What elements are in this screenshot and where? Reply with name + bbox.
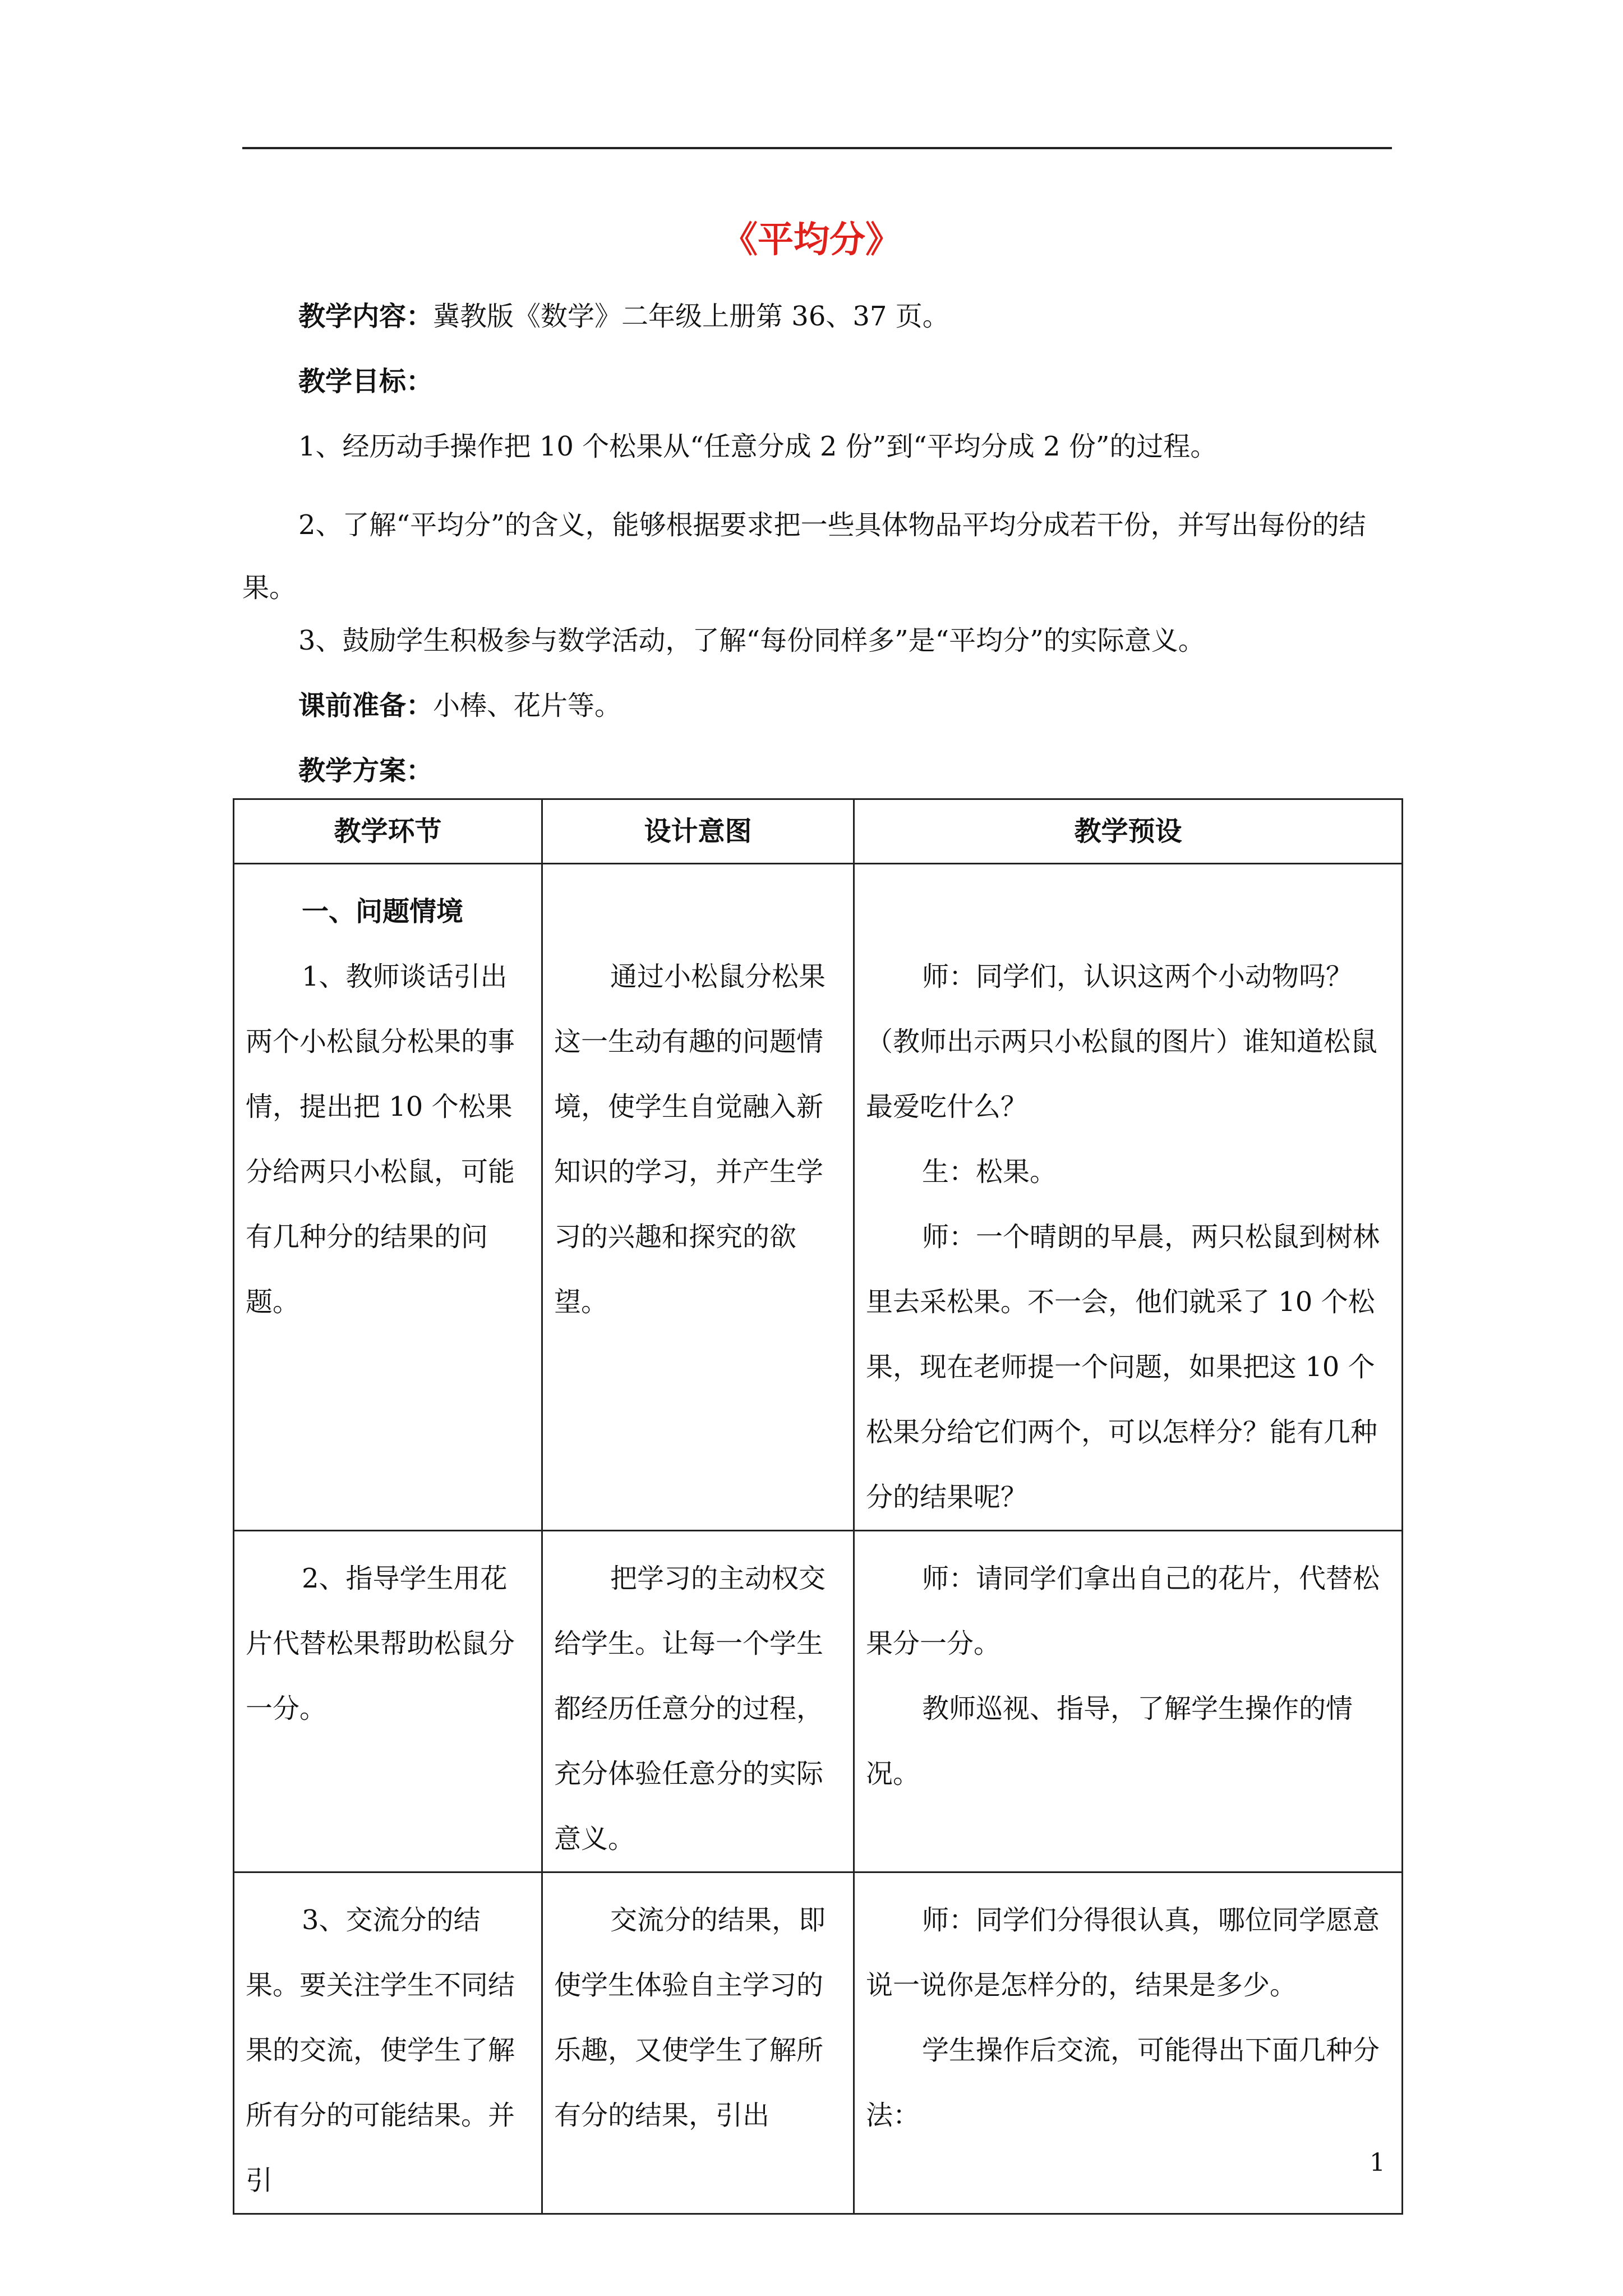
table-row <box>234 1872 1403 2214</box>
row1-intent-text: 通过小松鼠分松果这一生动有趣的问题情境，使学生自觉融入新知识的学习，并产生学习的兴趣和探究的欲望。 <box>554 961 826 1318</box>
goal-item-1: 1、经历动手操作把 10 个松果从“任意分成 2 份”到“平均分成 2 份”的过程。 <box>298 431 1218 462</box>
table-row <box>234 1531 1403 1872</box>
page-number: 1 <box>1370 2148 1385 2177</box>
row2-preset-text-2: 教师巡视、指导，了解学生操作的情况。 <box>866 1693 1353 1789</box>
header-design-intent: 设计意图 <box>542 799 854 864</box>
row3-step <box>234 1872 542 2214</box>
row1-step-text: 1、教师谈话引出两个小松鼠分松果的事情，提出把 10 个松果分给两只小松鼠，可能有几种分的结果的问题。 <box>246 961 515 1318</box>
teaching-content <box>242 298 1392 334</box>
section-heading: 一、问题情境 <box>302 896 464 927</box>
row1-intent <box>542 864 854 1531</box>
teaching-content-text: 冀教版《数学》二年级上册第 36、37 页。 <box>433 301 949 332</box>
goal-item-2: 2、了解“平均分”的含义，能够根据要求把一些具体物品平均分成若干份，并写出每份的结果。 <box>242 509 1366 604</box>
table-header-row <box>234 799 1403 864</box>
row3-step-text: 3、交流分的结果。要关注学生不同结果的交流，使学生了解所有分的可能结果。并引 <box>246 1904 515 2196</box>
row3-preset-text-1: 师：同学们分得很认真，哪位同学愿意说一说你是怎样分的，结果是多少。 <box>866 1904 1380 2001</box>
row1-preset-text-2: 生：松果。 <box>922 1156 1057 1188</box>
row3-intent <box>542 1872 854 2214</box>
row1-preset <box>854 864 1403 1531</box>
row2-step <box>234 1531 542 1872</box>
header-teaching-preset: 教学预设 <box>854 799 1403 864</box>
row1-preset-text-3: 师：一个晴朗的早晨，两只松鼠到树林里去采松果。不一会，他们就采了 10 个松果，现在老师提一个问题，如果把这 10 个松果分给它们两个，可以怎样分？能有几种分的结果呢？ <box>866 1221 1380 1513</box>
preparation-text: 小棒、花片等。 <box>433 690 622 721</box>
row2-intent-text: 把学习的主动权交给学生。让每一个学生都经历任意分的过程，充分体验任意分的实际意义。 <box>554 1563 826 1855</box>
preparation <box>242 688 1392 724</box>
row3-preset-text-2: 学生操作后交流，可能得出下面几种分法： <box>866 2035 1380 2131</box>
header-teaching-step: 教学环节 <box>234 799 542 864</box>
row1-preset-text-1: 师：同学们，认识这两个小动物吗？（教师出示两只小松鼠的图片）谁知道松鼠最爱吃什么？ <box>866 961 1378 1122</box>
row1-step <box>234 864 542 1531</box>
row2-intent <box>542 1531 854 1872</box>
header-rule <box>242 147 1392 149</box>
teaching-content-label: 教学内容： <box>298 301 434 332</box>
row2-preset-text-1: 师：请同学们拿出自己的花片，代替松果分一分。 <box>866 1563 1380 1659</box>
table-row <box>234 864 1403 1531</box>
row3-intent-text: 交流分的结果，即使学生体验自主学习的乐趣，又使学生了解所有分的结果，引出 <box>554 1904 826 2131</box>
row2-preset <box>854 1531 1403 1872</box>
document-title: 《平均分》 <box>722 219 901 261</box>
teaching-plan-table <box>233 798 1403 2215</box>
preparation-label: 课前准备： <box>298 690 434 721</box>
row2-step-text: 2、指导学生用花片代替松果帮助松鼠分一分。 <box>246 1563 515 1724</box>
teaching-goals-label: 教学目标： <box>298 366 434 397</box>
teaching-plan-label: 教学方案： <box>298 755 434 786</box>
goal-item-3: 3、鼓励学生积极参与数学活动，了解“每份同样多”是“平均分”的实际意义。 <box>298 625 1205 656</box>
row3-preset <box>854 1872 1403 2214</box>
